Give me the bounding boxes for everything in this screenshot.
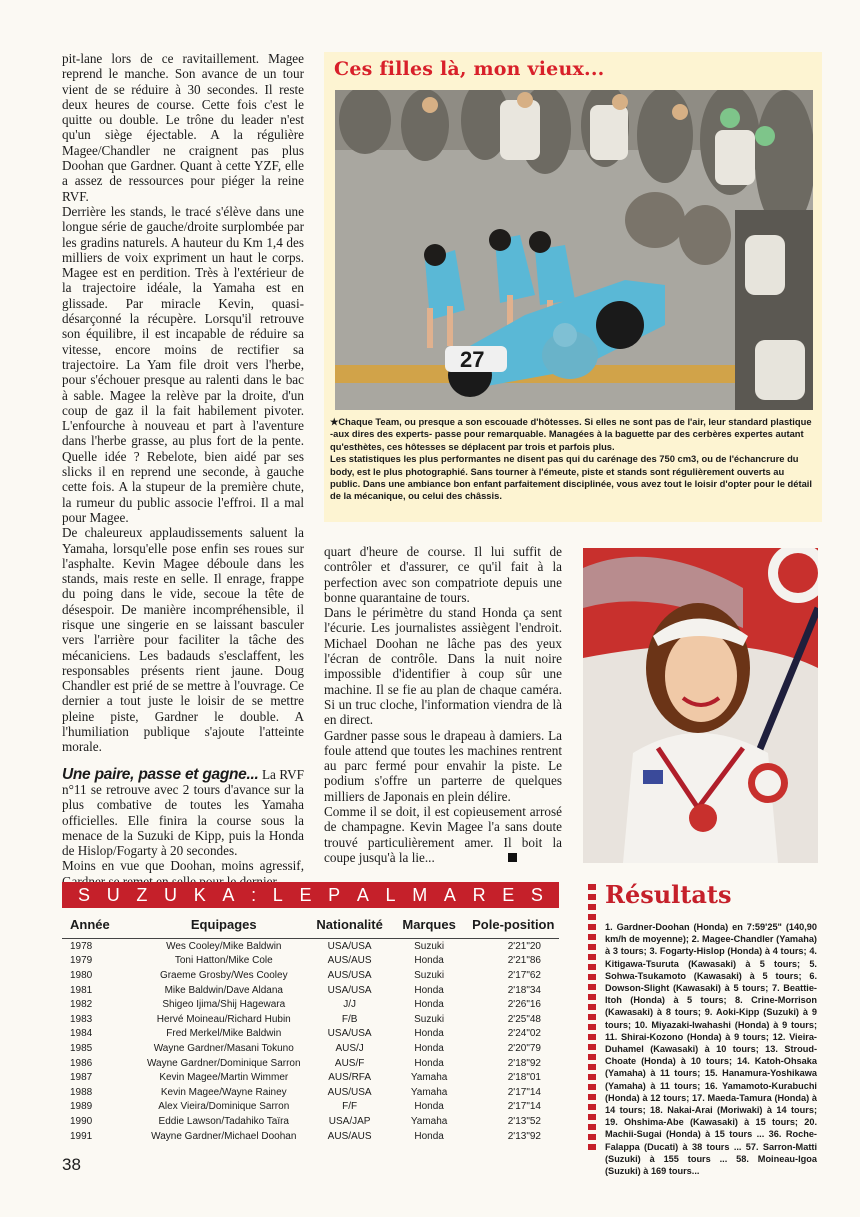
pole-cell: 2'24"02 xyxy=(507,1028,541,1040)
pole-cell: 2'20"79 xyxy=(507,1042,541,1054)
column-header-crew: Equipages xyxy=(139,910,309,939)
make-cell: Honda xyxy=(414,1042,444,1054)
column-header-make: Marques xyxy=(391,910,468,939)
article-subhead-paragraph xyxy=(62,767,304,859)
table-row xyxy=(62,1129,559,1144)
year-cell: 1986 xyxy=(70,1057,93,1069)
crew-cell: Kevin Magee/Wayne Rainey xyxy=(160,1086,287,1098)
make-cell: Honda xyxy=(414,1028,444,1040)
article-paragraph: Dans le périmètre du stand Honda ça sent l'écurie. Les journalistes assiègent l'endroit. Michael Doohan ne lâche pas des yeux l'écran de contrôle. Dans la nuit noire impossible d'identifier à coup sûr une machine. Il se fie au plan de chaque caméra. Si un truc cloche, l'information viendra de là en direct. xyxy=(324,605,562,728)
pole-cell: 2'17"62 xyxy=(507,969,541,981)
table-row xyxy=(62,1027,559,1042)
table-row xyxy=(62,997,559,1012)
banner-letter: E xyxy=(299,884,312,905)
pole-cell: 2'13"52 xyxy=(507,1115,541,1127)
caption-paragraph: ★Chaque Team, ou presque a son escouade d'hôtesses. Si elles ne sont pas de l'air, leur standard plastique -aux dires des experts- passe pour remarquable. Managées à la baguette par des cerbères expertes autant qu'esthètes, ces hôtesses se déplacent par trois et parfois plus. xyxy=(330,416,812,452)
nationality-cell: USA/USA xyxy=(327,984,372,996)
crew-cell: Wayne Gardner/Michael Doohan xyxy=(151,1130,297,1142)
article-paragraph: Moins en vue que Doohan, moins agressif, xyxy=(62,858,304,874)
year-cell: 1981 xyxy=(70,984,93,996)
nationality-cell: USA/USA xyxy=(327,940,372,952)
nationality-cell: AUS/USA xyxy=(327,969,372,981)
make-cell: Honda xyxy=(414,1101,444,1113)
make-cell: Honda xyxy=(414,1057,444,1069)
banner-letter: S xyxy=(530,884,543,905)
make-cell: Yamaha xyxy=(410,1115,448,1127)
table-row xyxy=(62,1012,559,1027)
year-cell: 1978 xyxy=(70,940,93,952)
table-row xyxy=(62,983,559,998)
pole-cell: 2'17"14 xyxy=(507,1101,541,1113)
nationality-cell: USA/JAP xyxy=(328,1115,371,1127)
year-cell: 1991 xyxy=(70,1130,93,1142)
make-cell: Yamaha xyxy=(410,1072,448,1084)
table-row xyxy=(62,1100,559,1115)
crew-cell: Alex Vieira/Dominique Sarron xyxy=(158,1101,290,1113)
year-cell: 1984 xyxy=(70,1028,93,1040)
year-cell: 1988 xyxy=(70,1086,93,1098)
pit-lane-hostesses-photo xyxy=(335,90,813,410)
banner-letter: A xyxy=(222,884,235,905)
crew-cell: Hervé Moineau/Richard Hubin xyxy=(156,1013,291,1025)
year-cell: 1990 xyxy=(70,1115,93,1127)
article-paragraph: De chaleureux applaudissements saluent la Yamaha, lorsqu'elle pose enfin ses roues sur l'asphalte. Kevin Magee déboule dans les stands, mais reste en selle. Il enrage, frappe du poing dans le vide, secoue la tête de désespoir. De manière incompréhensible, il risque une singerie en se laissant basculer vers l'arrière pour faciliter la tâche des mécaniciens. Les badauds s'esclaffent, les responsables présents rient jaune. Doug Chandler est prié de se mettre à l'ouvrage. Ce dernier a tout juste le loisir de se mettre pleine piste, Gardner le double. A l'humiliation publique s'ajoute l'atteinte morale. xyxy=(62,525,304,755)
banner-letter: P xyxy=(328,884,341,905)
pole-cell: 2'26"16 xyxy=(507,999,541,1011)
year-cell: 1982 xyxy=(70,999,93,1011)
table-header-row xyxy=(62,910,559,939)
crew-cell: Kevin Magee/Martin Wimmer xyxy=(159,1072,289,1084)
table-row xyxy=(62,1114,559,1129)
crew-cell: Wayne Gardner/Dominique Sarron xyxy=(146,1057,301,1069)
banner-letter: U xyxy=(106,884,120,905)
crew-cell: Eddie Lawson/Tadahiko Taïra xyxy=(158,1115,289,1127)
bike-number: 27 xyxy=(460,347,485,372)
article-subhead: Une paire, passe et gagne... xyxy=(62,765,259,783)
crew-cell: Shigeo Ijima/Shij Hagewara xyxy=(162,999,286,1011)
year-cell: 1985 xyxy=(70,1042,93,1054)
make-cell: Honda xyxy=(414,955,444,967)
photo-box-title: Ces filles là, mon vieux... xyxy=(334,58,605,80)
make-cell: Honda xyxy=(414,984,444,996)
make-cell: Suzuki xyxy=(414,1013,445,1025)
page-number: 38 xyxy=(62,1155,81,1174)
photo-illustration xyxy=(335,90,813,410)
article-paragraph: Derrière les stands, le tracé s'élève dans une longue série de gauche/droite surplombée par les gradins naturels. A hauteur du Km 1,4 des milliers de voix expriment un haut le corps. Magee est en perdition. Très à l'extérieur de la trajectoire idéale, la Yamaha est en glissade. Par miracle Kevin, quasi-désarçonné la récupère. Lorsqu'il retrouve son équilibre, il est incapable de réduire sa vitesse, encore moins de rectifier sa trajectoire. La Yam file droit vers l'herbe, pour s'échouer presque au ralenti dans le bac à sable. Magee la relève par la droite, d'un coup de gaz il la fait habilement pivoter. L'enfourche à nouveau et part à l'aventure dans l'herbe grasse, au plus fort de la pente. Quelle idée ? Rebelote, bien aidé par ses slicks il en reprend une seconde, à gauche cette fois. A la stupeur de la première chute, la rumeur du public associe l'effroi. Il a mal pour Magee. xyxy=(62,203,304,525)
nationality-cell: J/J xyxy=(343,999,357,1011)
pole-cell: 2'21"86 xyxy=(507,955,541,967)
end-mark-icon xyxy=(508,853,517,862)
pole-cell: 2'13"92 xyxy=(507,1130,541,1142)
nationality-cell: AUS/USA xyxy=(327,1086,372,1098)
results-text: 1. Gardner-Doohan (Honda) en 7:59'25" (140,90 km/h de moyenne); 2. Magee-Chandler (Yamaha) à 3 tours; 3. Fogarty-Hislop (Honda) à 4 tours; 4. Kitigawa-Tsuruta (Kawasaki) à 5 tours; 5. Sohwa-Tsukamoto (Kawasaki) à 5 tours; 6. Dowson-Slight (Kawasaki) à 5 tours; 7. Beattie-Itoh (Honda) à 5 tours; 8. Crine-Morrison (Kawasaki) à 8 tours; 9. Aoki-Kipp (Suzuki) à 9 tours; 10. Miyazaki-Iwahashi (Honda) à 9 tours; 11. Shirai-Kozono (Honda) à 9 tours; 12. Vieira-Duhamel (Kawasaki) à 10 tours; 13. Stroud-Choate (Honda) à 10 tours; 14. Katoh-Ohsaka (Yamaha) à 11 tours; 15. Hanamura-Yoshikawa (Yamaha) à 11 tours; 16. Yamamoto-Kurabuchi (Honda) à 12 tours; 17. Maeda-Tamura (Honda) à 14 tours; 18. Nakai-Arai (Moriwaki) à 14 tours; 19. Ohshima-Abe (Kawasaki) à 15 tours; 20. Machii-Sugai (Honda) à 15 tours ... 36. Roche-Falappa (Ducati) à 38 tours ... 57. Sarron-Matti (Suzuki) à 155 tours ... 58. Moineau-Igoa (Suzuki) à 169 tours... xyxy=(605,922,817,1177)
nationality-cell: AUS/AUS xyxy=(327,955,372,967)
make-cell: Honda xyxy=(414,1130,444,1142)
pole-cell: 2'25"48 xyxy=(507,1013,541,1025)
pole-cell: 2'18"34 xyxy=(507,984,541,996)
results-dotted-rule xyxy=(588,884,596,1154)
nationality-cell: F/B xyxy=(341,1013,358,1025)
banner-letter: R xyxy=(472,884,486,905)
make-cell: Yamaha xyxy=(410,1086,448,1098)
photo-caption xyxy=(330,416,815,503)
results-title: Résultats xyxy=(605,880,732,909)
banner-letter: U xyxy=(164,884,178,905)
banner-letter: : xyxy=(251,884,257,905)
nationality-cell: AUS/J xyxy=(335,1042,364,1054)
make-cell: Suzuki xyxy=(414,969,445,981)
palmares-body xyxy=(62,939,559,1144)
table-row xyxy=(62,968,559,983)
nationality-cell: AUS/F xyxy=(334,1057,365,1069)
subhead-body: La RVF n°11 se retrouve avec 2 tours d'avance sur la plus combative de toutes les Yamaha officielles. Elle finira la course sous la menace de la Suzuki de Kipp, puis la Honda de Hislop/Fogarty à 20 secondes. xyxy=(62,766,304,859)
banner-letter: L xyxy=(385,884,396,905)
table-row xyxy=(62,1085,559,1100)
year-cell: 1987 xyxy=(70,1072,93,1084)
banner-letter: K xyxy=(193,884,206,905)
article-paragraph: pit-lane lors de ce ravitaillement. Magee reprend le manche. Son avance de un tour vient de se réduire à 30 secondes. Il reste deux heures de course. Cette fois c'est le quitte ou double. Le trône du leader n'est qu'un siège éjectable. A la régulière Magee/Chandler ne craignent pas plus Doohan que Gardner. Quant à cette YZF, elle a assez de ressources pour piéger la reine RVF. xyxy=(62,51,304,204)
year-cell: 1979 xyxy=(70,955,93,967)
article-paragraph: quart d'heure de course. Il lui suffit de contrôler et d'assurer, ce qu'il fait à la perfection avec son compatriote depuis une bonne quarantaine de tours. xyxy=(324,544,562,605)
column-header-year: Année xyxy=(62,910,139,939)
banner-letter: Z xyxy=(136,884,148,905)
hostess-portrait-photo xyxy=(583,548,818,863)
crew-cell: Mike Baldwin/Dave Aldana xyxy=(164,984,283,996)
nationality-cell: F/F xyxy=(342,1101,358,1113)
banner-letter: M xyxy=(412,884,428,905)
table-row xyxy=(62,1070,559,1085)
year-cell: 1989 xyxy=(70,1101,93,1113)
nationality-cell: AUS/RFA xyxy=(328,1072,372,1084)
crew-cell: Fred Merkel/Mike Baldwin xyxy=(166,1028,282,1040)
banner-letter: E xyxy=(502,884,515,905)
palmares-table xyxy=(62,910,559,1143)
crew-cell: Wes Cooley/Mike Baldwin xyxy=(166,940,282,952)
caption-paragraph: Les statistiques les plus performantes ne disent pas qui du carénage des 750 cm3, ou de l'échancrure du body, est le plus photographié. Sans tourner à l'émeute, piste et stands sont régulièrement ouverts au public. Dans une ambiance bon enfant parfaitement disciplinée, vous avez tout le loisir d'opter pour le détail de la mécanique, ou celui des châssis. xyxy=(330,453,813,502)
pole-cell: 2'21"20 xyxy=(507,940,541,952)
portrait-illustration xyxy=(583,548,818,863)
banner-letter: L xyxy=(272,884,283,905)
article-left-column xyxy=(62,51,304,889)
article-paragraph: Gardner passe sous le drapeau à damiers. La foule attend que toutes les machines rentrent au parc fermé pour envahir la piste. Le podium s'offre un parterre de quelques milliers de Japonais en plein délire. xyxy=(324,727,562,804)
column-header-nationality: Nationalité xyxy=(309,910,391,939)
palmares-banner xyxy=(62,882,559,908)
column-header-pole: Pole-position xyxy=(468,910,559,939)
year-cell: 1983 xyxy=(70,1013,93,1025)
table-row xyxy=(62,939,559,954)
crew-cell: Wayne Gardner/Masani Tokuno xyxy=(153,1042,294,1054)
table-row xyxy=(62,1041,559,1056)
make-cell: Honda xyxy=(414,999,444,1011)
crew-cell: Toni Hatton/Mike Cole xyxy=(174,955,273,967)
table-row xyxy=(62,1056,559,1071)
article-final-text: Comme il se doit, il est copieusement arrosé de champagne. Kevin Magee l'a sans doute trouvé particulièrement amer. Il boit la coupe jusqu'à la lie... xyxy=(324,804,562,865)
pole-cell: 2'17"14 xyxy=(507,1086,541,1098)
make-cell: Suzuki xyxy=(414,940,445,952)
banner-letter: S xyxy=(78,884,91,905)
article-paragraph xyxy=(324,804,562,865)
nationality-cell: USA/USA xyxy=(327,1028,372,1040)
pole-cell: 2'18"92 xyxy=(507,1057,541,1069)
banner-letter: A xyxy=(443,884,456,905)
pole-cell: 2'18"01 xyxy=(507,1072,541,1084)
nationality-cell: AUS/AUS xyxy=(327,1130,372,1142)
year-cell: 1980 xyxy=(70,969,93,981)
article-middle-column xyxy=(324,544,562,865)
crew-cell: Graeme Grosby/Wes Cooley xyxy=(159,969,288,981)
banner-letter: A xyxy=(356,884,369,905)
table-row xyxy=(62,954,559,969)
